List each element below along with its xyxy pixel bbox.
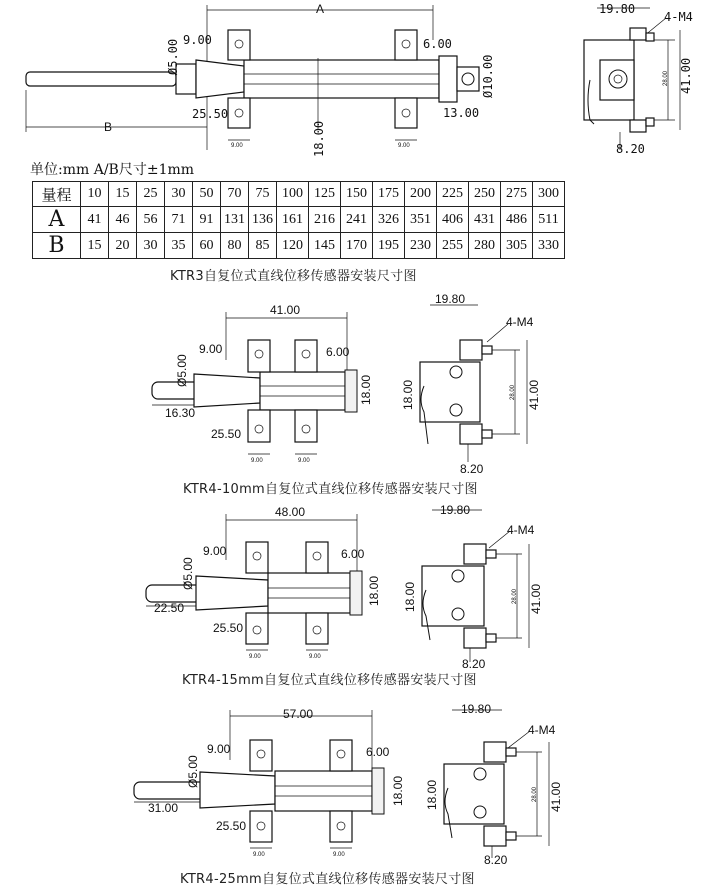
table-header-range: 量程	[33, 182, 81, 207]
table-cell: 30	[165, 182, 193, 207]
ktr3-dim-13: 13.00	[443, 106, 480, 120]
table-cell: 225	[437, 182, 469, 207]
table-cell: 241	[341, 207, 373, 233]
ktr4-25-dim-9a: 9.00	[253, 852, 265, 858]
ktr4-10-caption: KTR4-10mm自复位式直线位移传感器安装尺寸图	[183, 482, 478, 497]
ktr4-15-side-dim-28: 28.00	[512, 588, 518, 604]
table-cell: 511	[533, 207, 565, 233]
table-cell: 46	[109, 207, 137, 233]
table-cell: 56	[137, 207, 165, 233]
ktr4-25-dim-25-5: 25.50	[216, 819, 247, 833]
table-cell: 326	[373, 207, 405, 233]
table-cell: 50	[193, 182, 221, 207]
table-cell: 85	[249, 233, 277, 259]
ktr3-dim-9a: 9.00	[231, 143, 243, 149]
ktr4-15-side-dim-m4: 4-M4	[507, 523, 535, 537]
table-cell: 275	[501, 182, 533, 207]
ktr3-dim-phi5: Ø5.00	[166, 38, 180, 75]
ktr4-10-dim-len: 41.00	[270, 303, 301, 317]
ktr3-side-dim-19-8: 19.80	[599, 2, 636, 16]
table-cell: 170	[341, 233, 373, 259]
ktr4-10-side-dim-28: 28.00	[510, 384, 516, 400]
ktr4-15-dim-18: 18.00	[367, 575, 381, 606]
ktr4-25-side-dim-8-2: 8.20	[484, 853, 508, 867]
ktr4-10-dim-9b: 9.00	[298, 458, 310, 464]
table-cell: 175	[373, 182, 405, 207]
table-cell: 70	[221, 182, 249, 207]
table-cell: 41	[81, 207, 109, 233]
table-cell: 280	[469, 233, 501, 259]
ktr4-10-side-dim-41: 41.00	[527, 379, 541, 410]
table-cell: 91	[193, 207, 221, 233]
ktr4-25-dim-9b: 9.00	[333, 852, 345, 858]
table-cell: 161	[277, 207, 309, 233]
ktr4-25-dim-left: 31.00	[148, 801, 179, 815]
ktr3-dim-25-5: 25.50	[192, 107, 229, 121]
ktr4-25-side-dim-19-8: 19.80	[461, 702, 492, 716]
table-cell: 80	[221, 233, 249, 259]
ktr4-25-dim-len: 57.00	[283, 707, 314, 721]
unit-note: 单位:mm A/B尺寸±1mm	[30, 162, 195, 178]
table-header-b: B	[33, 233, 81, 259]
ktr4-15-side-dim-18: 18.00	[403, 581, 417, 612]
table-cell: 25	[137, 182, 165, 207]
table-cell: 200	[405, 182, 437, 207]
ktr3-dim-6: 6.00	[423, 37, 452, 51]
table-cell: 300	[533, 182, 565, 207]
ktr4-15-dim-phi5: Ø5.00	[181, 557, 195, 590]
ktr3-side-dim-m4: 4-M4	[664, 10, 693, 24]
ktr4-25-dim-18: 18.00	[391, 775, 405, 806]
ktr3-caption: KTR3自复位式直线位移传感器安装尺寸图	[170, 269, 417, 284]
table-cell: 100	[277, 182, 309, 207]
ktr4-25-dim-6: 6.00	[366, 745, 390, 759]
ktr4-15-dim-6: 6.00	[341, 547, 365, 561]
ktr4-10-dim-left: 16.30	[165, 406, 196, 420]
table-cell: 75	[249, 182, 277, 207]
ktr3-dim-b: B	[104, 120, 113, 134]
table-cell: 486	[501, 207, 533, 233]
ktr4-10-side-dim-19-8: 19.80	[435, 292, 466, 306]
table-cell: 30	[137, 233, 165, 259]
ktr3-dim-a: A	[316, 2, 325, 16]
table-cell: 20	[109, 233, 137, 259]
ktr4-15-dim-25-5: 25.50	[213, 621, 244, 635]
table-cell: 250	[469, 182, 501, 207]
ktr4-15-side-dim-19-8: 19.80	[440, 503, 471, 517]
ktr4-15-dim-len: 48.00	[275, 505, 306, 519]
table-cell: 136	[249, 207, 277, 233]
ktr3-side-dim-8-2: 8.20	[616, 142, 645, 156]
ktr4-10-dim-9a: 9.00	[251, 458, 263, 464]
ktr4-10-dim-phi5: Ø5.00	[175, 354, 189, 387]
table-cell: 60	[193, 233, 221, 259]
ktr4-25-side-dim-41: 41.00	[549, 781, 563, 812]
ktr4-15-side-dim-8-2: 8.20	[462, 657, 486, 671]
table-header-a: A	[33, 207, 81, 233]
table-cell: 195	[373, 233, 405, 259]
table-cell: 230	[405, 233, 437, 259]
table-cell: 351	[405, 207, 437, 233]
ktr4-25-side-dim-28: 28.00	[532, 786, 538, 802]
table-cell: 10	[81, 182, 109, 207]
table-cell: 15	[81, 233, 109, 259]
ktr4-25-dim-phi5: Ø5.00	[186, 755, 200, 788]
ktr4-10-dim-9: 9.00	[199, 342, 223, 356]
table-cell: 125	[309, 182, 341, 207]
table-cell: 305	[501, 233, 533, 259]
ktr4-10-side-dim-18: 18.00	[401, 379, 415, 410]
ktr4-10-side-dim-8-2: 8.20	[460, 462, 484, 476]
table-cell: 35	[165, 233, 193, 259]
ktr4-15-dim-left: 22.50	[154, 601, 185, 615]
ktr4-15-caption: KTR4-15mm自复位式直线位移传感器安装尺寸图	[182, 673, 477, 688]
table-cell: 255	[437, 233, 469, 259]
table-cell: 150	[341, 182, 373, 207]
ktr4-10-dim-18: 18.00	[359, 374, 373, 405]
ktr3-dim-9: 9.00	[183, 33, 212, 47]
ktr4-10-side-dim-m4: 4-M4	[506, 315, 534, 329]
ktr4-10-dim-6: 6.00	[326, 345, 350, 359]
table-cell: 406	[437, 207, 469, 233]
ktr4-15-dim-9: 9.00	[203, 544, 227, 558]
ktr4-15-side-dim-41: 41.00	[529, 583, 543, 614]
table-cell: 15	[109, 182, 137, 207]
ktr3-dim-18: 18.00	[312, 120, 326, 157]
ktr3-side-dim-41: 41.00	[679, 57, 693, 94]
table-cell: 216	[309, 207, 341, 233]
ktr4-25-side-dim-18: 18.00	[425, 779, 439, 810]
table-cell: 431	[469, 207, 501, 233]
table-cell: 71	[165, 207, 193, 233]
table-cell: 330	[533, 233, 565, 259]
ktr4-25-side-dim-m4: 4-M4	[528, 723, 556, 737]
ktr4-25-dim-9: 9.00	[207, 742, 231, 756]
table-cell: 120	[277, 233, 309, 259]
table-cell: 131	[221, 207, 249, 233]
ktr3-dim-9b: 9.00	[398, 143, 410, 149]
table-cell: 145	[309, 233, 341, 259]
ktr4-25-caption: KTR4-25mm自复位式直线位移传感器安装尺寸图	[180, 872, 475, 887]
ktr4-15-dim-9b: 9.00	[309, 654, 321, 660]
ktr4-15-dim-9a: 9.00	[249, 654, 261, 660]
ktr3-side-dim-28: 28.00	[663, 70, 669, 86]
ktr3-dim-phi10: Ø10.00	[481, 54, 495, 98]
ktr4-10-dim-25-5: 25.50	[211, 427, 242, 441]
